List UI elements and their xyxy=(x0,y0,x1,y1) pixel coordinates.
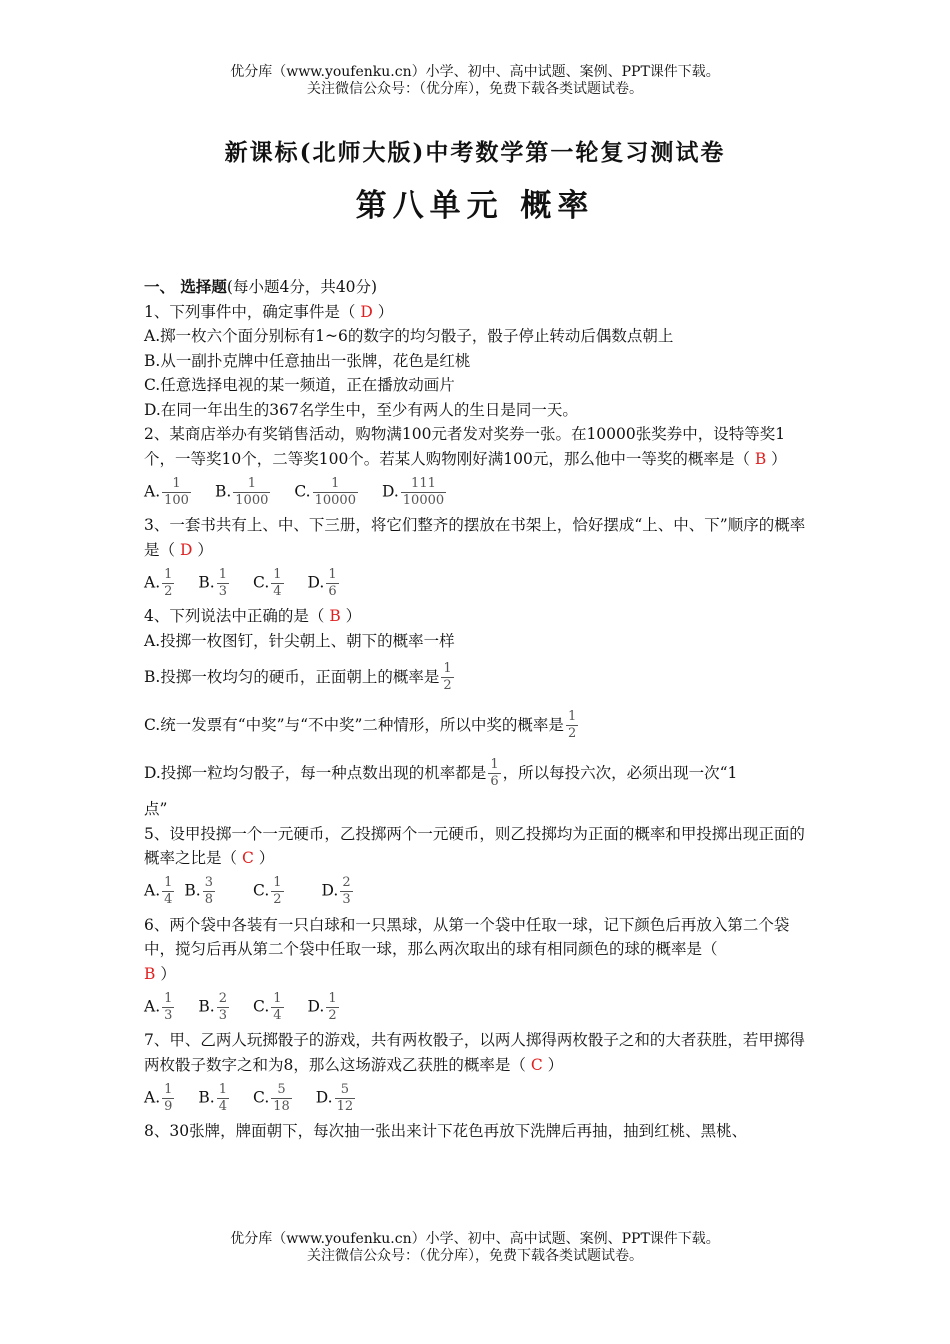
question-6-options xyxy=(144,986,810,1028)
header-line-2: 关注微信公众号：（优分库），免费下载各类试题试卷。 xyxy=(307,81,643,97)
question-8-stem: 8、30张牌，牌面朝下，每次抽一张出来计下花色再放下洗牌后再抽，抽到红桃、黑桃、 xyxy=(144,1122,748,1140)
option-a: A. $\frac{1}{9}$ xyxy=(144,1081,173,1114)
option-d: D. $\frac{1}{2}$ xyxy=(307,990,337,1023)
fraction: $\frac{1}{2}$ xyxy=(273,875,282,907)
answer-1: D xyxy=(360,302,373,321)
option-c: C. $\frac{1}{4}$ xyxy=(253,990,282,1023)
answer-3: D xyxy=(179,540,193,559)
option-b: B. $\frac{1}{1000}$ xyxy=(214,475,269,508)
answer-5: C xyxy=(241,849,254,867)
document-title: 新课标(北师大版)中考数学第一轮复习测试卷 xyxy=(224,139,726,166)
question-3-options xyxy=(144,562,810,604)
question-5-stem: 5、设甲投掷一个一元硬币，乙投掷两个一元硬币，则乙投掷均为正面的概率和甲投掷出现正面的概率之比是（ C ） xyxy=(144,824,805,867)
fraction: $\frac{1}{100}$ xyxy=(164,475,189,508)
option-c: C. $\frac{1}{10000}$ xyxy=(294,475,356,508)
fraction: $\frac{1}{3}$ xyxy=(218,566,228,599)
question-1-option-b: B.从一副扑克牌中任意抽出一张牌，花色是红桃 xyxy=(144,351,471,370)
option-d: D. $\frac{2}{3}$ xyxy=(321,875,351,907)
question-2-stem: 2、某商店举办有奖销售活动，购物满100元者发对奖券一张。在10000张奖券中，设特等奖1个，一等奖10个，二等奖100个。若某人购物刚好满100元，那么他中一等奖的概率是（ B ） xyxy=(144,425,787,468)
section-heading xyxy=(144,275,810,300)
fraction: $\frac{1}{9}$ xyxy=(164,1081,173,1114)
fraction: $\frac{2}{3}$ xyxy=(342,875,351,907)
fraction: $\frac{1}{10000}$ xyxy=(314,475,356,508)
question-7-options xyxy=(144,1077,810,1119)
question-1-stem: 1、下列事件中，确定事件是（ D ） xyxy=(144,302,394,321)
option-b: B. $\frac{1}{3}$ xyxy=(198,566,228,599)
question-3-stem: 3、一套书共有上、中、下三册，将它们整齐的摆放在书架上，恰好摆成“上、中、下”顺序的概率是（ D ） xyxy=(144,516,806,559)
option-b: B. $\frac{1}{4}$ xyxy=(198,1081,228,1114)
footer xyxy=(0,1231,950,1265)
fraction: $\frac{1}{2}$ xyxy=(164,566,173,599)
fraction: $\frac{1}{2}$ xyxy=(328,990,337,1023)
option-c: C. $\frac{1}{2}$ xyxy=(253,875,282,907)
fraction: $\frac{5}{12}$ xyxy=(336,1081,354,1114)
option-b: B. $\frac{3}{8}$ xyxy=(184,875,214,907)
fraction: 1 6 xyxy=(490,756,499,789)
answer-4: B xyxy=(329,607,341,625)
section-label: 一、 选择题 xyxy=(144,277,227,296)
fraction: $\frac{1}{3}$ xyxy=(164,990,173,1023)
fraction: $\frac{1}{4}$ xyxy=(164,875,173,907)
answer-7: C xyxy=(530,1055,543,1074)
fraction: $\frac{1}{4}$ xyxy=(218,1081,228,1114)
fraction: $\frac{3}{8}$ xyxy=(204,875,214,907)
question-list xyxy=(144,275,810,1144)
header-line-1: 优分库（www.youfenku.cn）小学、初中、高中试题、案例、PPT课件下载。 xyxy=(230,64,720,80)
option-a: A. $\frac{1}{100}$ xyxy=(144,475,189,508)
fraction: 1 2 xyxy=(443,660,452,693)
fraction: $\frac{5}{18}$ xyxy=(273,1081,290,1114)
question-4-option-c: C.统一发票有“中奖”与“不中奖”二种情形，所以中奖的概率是 1 2 xyxy=(144,708,577,741)
footer-line-2: 关注微信公众号：（优分库），免费下载各类试题试卷。 xyxy=(307,1248,643,1264)
fraction: $\frac{1}{6}$ xyxy=(328,566,337,599)
option-a: A. $\frac{1}{2}$ xyxy=(144,566,173,599)
answer-2: B xyxy=(754,449,767,468)
footer-line-1: 优分库（www.youfenku.cn）小学、初中、高中试题、案例、PPT课件下载。 xyxy=(230,1231,720,1247)
header xyxy=(0,64,950,98)
option-c: C. $\frac{1}{4}$ xyxy=(253,566,282,599)
question-7-stem: 7、甲、乙两人玩掷骰子的游戏，共有两枚骰子，以两人掷得两枚骰子之和的大者获胜，若甲掷得两枚骰子数字之和为8，那么这场游戏乙获胜的概率是（ C ） xyxy=(144,1031,805,1074)
answer-6: B xyxy=(144,964,156,983)
question-4-option-d: D.投掷一粒均匀骰子，每一种点数出现的机率都是 1 6 ，所以每投六次，必须出现一次“1 xyxy=(144,756,738,789)
question-4-option-b: B.投掷一枚均匀的硬币，正面朝上的概率是 1 2 xyxy=(144,660,452,693)
option-a: A. $\frac{1}{4}$ xyxy=(144,875,173,907)
fraction: $\frac{1}{1000}$ xyxy=(235,475,269,508)
question-5-options xyxy=(144,871,810,913)
fraction: $\frac{1}{4}$ xyxy=(273,990,282,1023)
fraction: $\frac{2}{3}$ xyxy=(218,990,228,1023)
question-1-option-d: D.在同一年出生的367名学生中，至少有两人的生日是同一天。 xyxy=(144,400,578,419)
question-1-option-a: A.掷一枚六个面分别标有1~6的数字的均匀骰子，骰子停止转动后偶数点朝上 xyxy=(144,327,674,345)
question-1-option-c: C.任意选择电视的某一频道，正在播放动画片 xyxy=(144,376,455,394)
question-6-stem: 6、两个袋中各装有一只白球和一只黑球，从第一个袋中任取一球，记下颜色后再放入第二个袋中，搅匀后再从第二个袋中任取一球，那么两次取出的球有相同颜色的球的概率是（ B ） xyxy=(144,915,790,983)
question-4-stem: 4、下列说法中正确的是（ B ） xyxy=(144,607,362,625)
document-subtitle: 第八单元 概率 xyxy=(355,188,595,224)
option-c: C. $\frac{5}{18}$ xyxy=(253,1081,290,1114)
question-4-option-d-continued: 点” xyxy=(144,800,168,818)
option-d: D. $\frac{111}{10000}$ xyxy=(381,475,445,508)
fraction: 1 2 xyxy=(567,708,577,741)
question-2-options xyxy=(144,471,810,513)
option-d: D. $\frac{5}{12}$ xyxy=(315,1081,354,1114)
section-note: (每小题4分，共40分) xyxy=(226,278,378,296)
option-d: D. $\frac{1}{6}$ xyxy=(307,566,337,599)
option-a: A. $\frac{1}{3}$ xyxy=(144,990,173,1023)
option-b: B. $\frac{2}{3}$ xyxy=(198,990,228,1023)
question-4-option-a: A.投掷一枚图钉，针尖朝上、朝下的概率一样 xyxy=(144,631,455,650)
fraction: $\frac{111}{10000}$ xyxy=(402,475,445,508)
fraction: $\frac{1}{4}$ xyxy=(273,566,282,599)
